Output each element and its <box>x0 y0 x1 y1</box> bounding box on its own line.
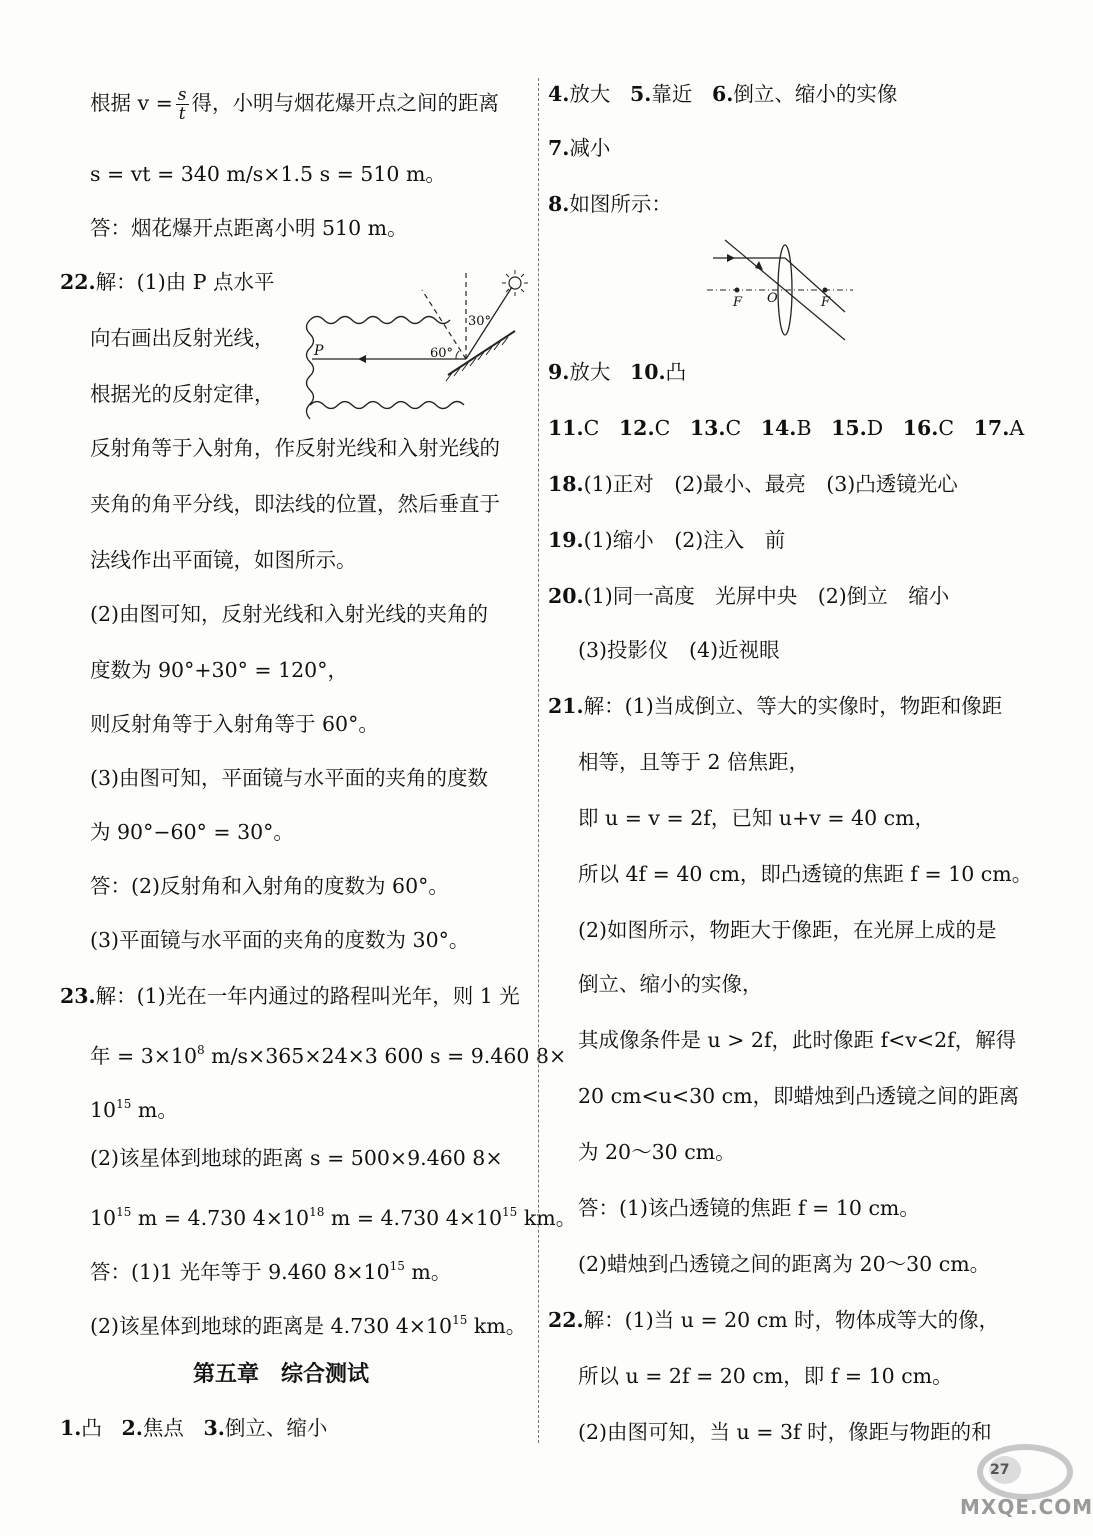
text-line: 度数为 90°+30° = 120°， <box>90 658 348 682</box>
question-23: 23.解：(1)光在一年内通过的路程叫光年，则 1 光 <box>60 984 520 1008</box>
text-line: $10^{15}$ m。 <box>90 1097 178 1122</box>
text-line: 年 = $3\times 10^8$ m/s×365×24×3 600 s = 9.460 8× <box>90 1043 567 1068</box>
text-line: 根据 v = $\frac{s}{t}$ 得，小明与烟花爆开点之间的距离 <box>90 85 500 124</box>
question-22-right: 22.解：(1)当 u = 20 cm 时，物体成等大的像， <box>548 1308 1000 1332</box>
text-line: 反射角等于入射角，作反射光线和入射光线的 <box>90 436 500 460</box>
text-line: 答：烟花爆开点距离小明 510 m。 <box>90 216 408 240</box>
column-divider <box>538 78 539 1443</box>
text-line: 其成像条件是 u > 2f，此时像距 f<v<2f，解得 <box>578 1028 1017 1052</box>
text-line: 即 u = v = 2f，已知 u+v = 40 cm， <box>578 806 936 830</box>
text-line: 根据光的反射定律， <box>90 382 275 406</box>
text-line: 所以 u = 2f = 20 cm，即 f = 10 cm。 <box>578 1364 953 1388</box>
wavy-boundary-bottom <box>310 402 464 409</box>
focus-left <box>735 288 740 293</box>
angle-label-60: 60° <box>430 346 454 361</box>
text-line: 为 90°−60° = 30°。 <box>90 820 294 844</box>
focus-label-right: F <box>821 295 831 310</box>
text-line: 答：(1)1 光年等于 9.460 $8\times 10^{15}$ m。 <box>90 1259 452 1284</box>
arrow-head <box>358 355 366 363</box>
question-number: 23. <box>60 984 96 1008</box>
fraction: $\frac{s}{t}$ <box>177 85 187 124</box>
answer-line: 4.放大 5.靠近 6.倒立、缩小的实像 <box>548 82 898 106</box>
text-line: $10^{15}$ m = 4.730 $4\times 10^{18}$ m = 4.730 $4\times 10^{15}$ km。 <box>90 1205 577 1230</box>
text-line: 则反射角等于入射角等于 60°。 <box>90 712 379 736</box>
text-line: 倒立、缩小的实像， <box>578 972 763 996</box>
text-line: 答：(2)反射角和入射角的度数为 60°。 <box>90 874 449 898</box>
text-line: (2)由图可知，反射光线和入射光线的夹角的 <box>90 602 489 626</box>
text-line: 20 cm<u<30 cm，即蜡烛到凸透镜之间的距离 <box>578 1084 1020 1108</box>
text-line: (3)由图可知，平面镜与水平面的夹角的度数 <box>90 766 489 790</box>
watermark-text: MXQE.COM <box>960 1495 1093 1519</box>
answer-line: 7.减小 <box>548 136 611 160</box>
question-19: 19.(1)缩小 (2)注入 前 <box>548 528 786 552</box>
question-21: 21.解：(1)当成倒立、等大的实像时，物距和像距 <box>548 694 1003 718</box>
question-number: 22. <box>60 270 96 294</box>
plane-mirror <box>448 331 515 375</box>
point-p-label: P <box>314 343 324 359</box>
question-18: 18.(1)正对 (2)最小、最亮 (3)凸透镜光心 <box>548 472 958 496</box>
text-line: 答：(1)该凸透镜的焦距 f = 10 cm。 <box>578 1196 920 1220</box>
text-line: (2)该星体到地球的距离 s = 500×9.460 8× <box>90 1146 503 1170</box>
answer-line: 1.凸 2.焦点 3.倒立、缩小 <box>60 1416 328 1440</box>
sun-icon <box>502 270 528 296</box>
text-line: 所以 4f = 40 cm，即凸透镜的焦距 f = 10 cm。 <box>578 862 1033 886</box>
question-20: 20.(1)同一高度 光屏中央 (2)倒立 缩小 <box>548 584 950 608</box>
optical-center-label: O <box>767 291 778 306</box>
text-line: (2)由图可知，当 u = 3f 时，像距与物距的和 <box>578 1420 992 1444</box>
answer-line: 9.放大 10.凸 <box>548 360 687 384</box>
text-line: (3)平面镜与水平面的夹角的度数为 30°。 <box>90 928 470 952</box>
text-line: 相等，且等于 2 倍焦距， <box>578 750 810 774</box>
answer-line: 11.C 12.C 13.C 14.B 15.D 16.C 17.A <box>548 416 1025 440</box>
question-22: 22.解：(1)由 P 点水平 <box>60 270 275 294</box>
wavy-boundary-left <box>307 320 314 419</box>
text-line: 夹角的角平分线，即法线的位置，然后垂直于 <box>90 492 500 516</box>
text-line: 向右画出反射光线， <box>90 326 275 350</box>
ray-lower-out <box>785 290 845 340</box>
ray-lower-in <box>725 240 785 290</box>
lens-diagram <box>705 240 855 340</box>
angle-arc <box>456 351 459 359</box>
text-line: 为 20～30 cm。 <box>578 1140 736 1164</box>
reflection-diagram <box>300 265 535 415</box>
page-number: 27 <box>990 1462 1010 1478</box>
wavy-boundary-top <box>310 317 450 324</box>
chapter-title: 第五章 综合测试 <box>193 1361 370 1387</box>
answer-line: 8.如图所示： <box>548 192 672 216</box>
focus-label-left: F <box>733 295 743 310</box>
focus-right <box>823 288 828 293</box>
text-line: 法线作出平面镜，如图所示。 <box>90 548 357 572</box>
text-line: (2)该星体到地球的距离是 4.730 $4\times 10^{15}$ km。 <box>90 1313 527 1338</box>
text-line: (2)如图所示，物距大于像距，在光屏上成的是 <box>578 918 997 942</box>
arrow-head <box>727 254 735 262</box>
text-line: (3)投影仪 (4)近视眼 <box>578 638 780 662</box>
angle-label-30: 30° <box>468 314 492 329</box>
text-line: (2)蜡烛到凸透镜之间的距离为 20～30 cm。 <box>578 1252 991 1276</box>
ray-upper-out <box>785 258 845 312</box>
text-line: s = vt = 340 m/s×1.5 s = 510 m。 <box>90 162 446 186</box>
